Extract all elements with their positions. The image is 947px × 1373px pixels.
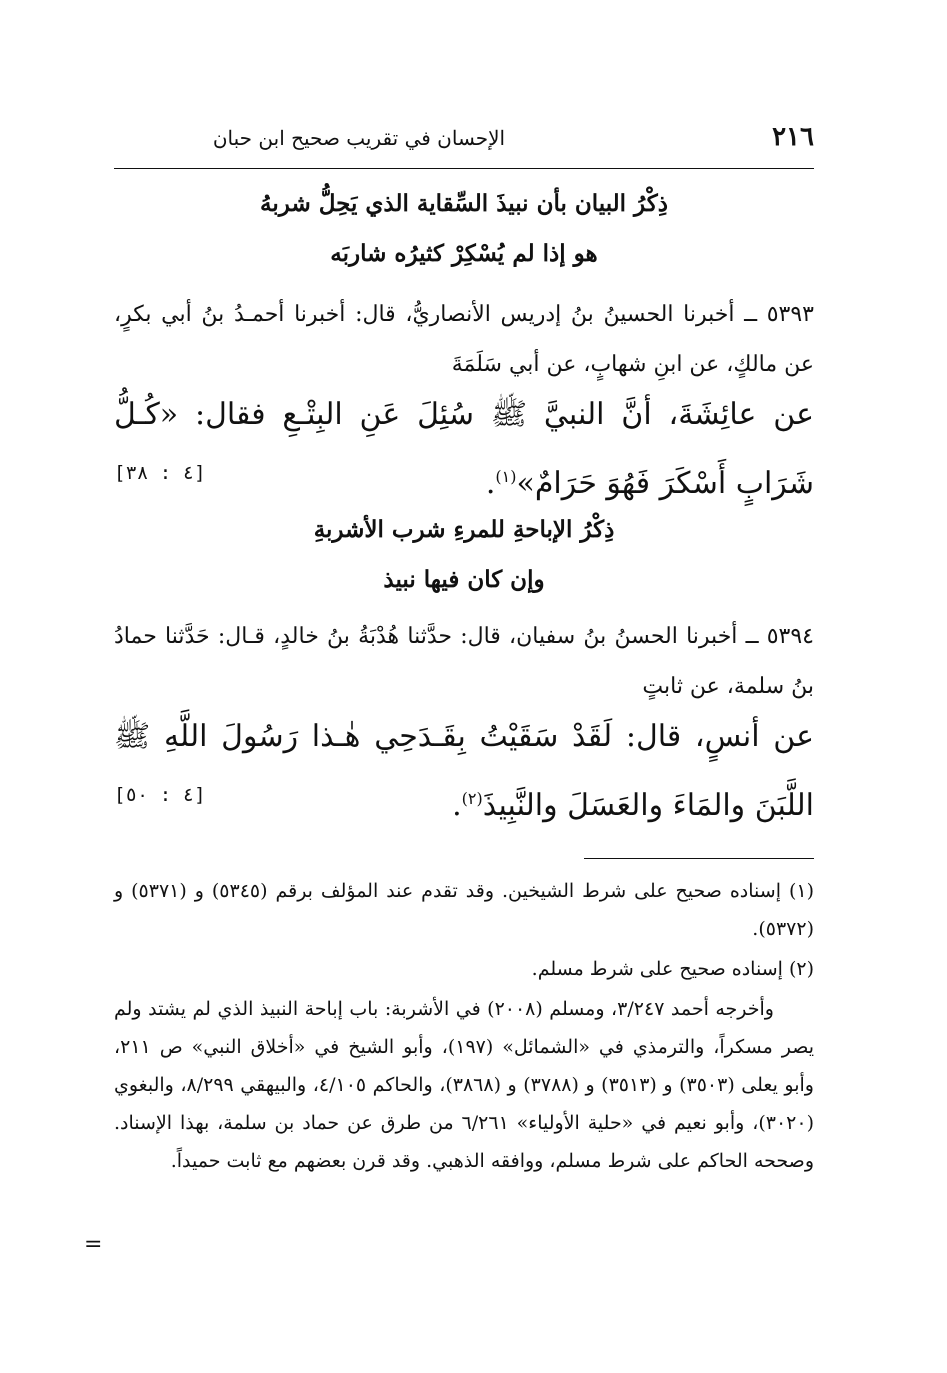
matn-text: عن أنسٍ، قال: لَقَدْ سَقَيْتُ بِقَـدَحِي هٰـذا رَسُولَ اللَّهِ ﷺ اللَّبَنَ والمَاءَ والعَسَلَ والنَّبِيذَ (114, 719, 814, 823)
matn-end: . (485, 466, 496, 501)
volume-reference: [٤ : ٣٨] (114, 462, 206, 484)
footnote-2 (114, 950, 814, 988)
matn-text: عن عائِشَةَ، أنَّ النبيَّ ﷺ سُئِلَ عَنِ البِتْـعِ فقال: «كُـلُّ شَرَابٍ أَسْكَرَ فَهُوَ حَرَامٌ» (114, 397, 814, 501)
running-header (114, 118, 814, 162)
hadith-isnad-5393: ٥٣٩٣ ــ أخبرنا الحسينُ بنُ إدريس الأنصاريُّ، قال: أخبرنا أحمـدُ بنُ أبي بكرٍ، عن مالكٍ، عن ابنِ شهابٍ، عن أبي سَلَمَةَ (114, 302, 814, 377)
section-subheading-2: وإن كان فيها نبيذ (383, 566, 545, 593)
footnote-number: (١) (788, 880, 814, 902)
section-subheading-1: هو إذا لم يُسْكِرْ كثيرُه شاربَه (330, 240, 598, 267)
page-number: ٢١٦ (772, 122, 814, 152)
header-rule (114, 168, 814, 169)
hadith-isnad-5394: ٥٣٩٤ ــ أخبرنا الحسنُ بنُ سفيان، قال: حدَّثنا هُدْبَةُ بنُ خالدٍ، قـال: حَدَّثنا حمادُ بنُ سلمة، عن ثابتٍ (114, 624, 814, 699)
footnote-text: إسناده صحيح على شرط مسلم. (531, 958, 783, 980)
footnote-text: إسناده صحيح على شرط الشيخين. وقد تقدم عند المؤلف برقم (٥٣٤٥) و (٥٣٧١) و (٥٣٧٢). (114, 880, 814, 940)
section-heading-1: ذِكْرُ البيان بأن نبيذَ السِّقاية الذي يَحِلُّ شربهُ (260, 190, 668, 217)
footnote-ref: (١) (495, 467, 517, 486)
book-title: الإحسان في تقريب صحيح ابن حبان (212, 126, 506, 150)
continuation-mark: = (84, 1232, 103, 1257)
footnote-1 (114, 872, 814, 948)
matn-end: . (452, 788, 462, 823)
section-heading-2: ذِكْرُ الإباحةِ للمرءِ شرب الأشربةِ (313, 516, 615, 543)
footnote-ref: (٢) (461, 789, 483, 808)
footnote-2-detail: وأخرجه أحمد ٣/٢٤٧، ومسلم (٢٠٠٨) في الأشربة: باب إباحة النبيذ الذي لم يشتد ولم يصر مسكراً، والترمذي في «الشمائل» (١٩٧)، وأبو الشيخ في «أخلاق النبي» ص ٢١١، وأبو يعلى (٣٥٠٣) و (٣٥١٣) و (٣٧٨٨) و (٣٨٦٨)، والحاكم ٤/١٠٥، والبيهقي ٨/٢٩٩، والبغوي (٣٠٢٠)، وأبو نعيم في «حلية الأولياء» ٦/٢٦١ من طرق عن حماد بن سلمة، بهذا الإسناد. وصححه الحاكم على شرط مسلم، ووافقه الذهبي. وقد قرن بعضهم مع ثابت حميداً. (114, 998, 814, 1172)
hadith-matn-5394 (114, 706, 814, 837)
footnote-number: (٢) (788, 958, 814, 980)
footnote-rule (584, 858, 814, 859)
hadith-matn-5393 (114, 384, 814, 515)
volume-reference: [٤ : ٥٠] (114, 784, 206, 806)
